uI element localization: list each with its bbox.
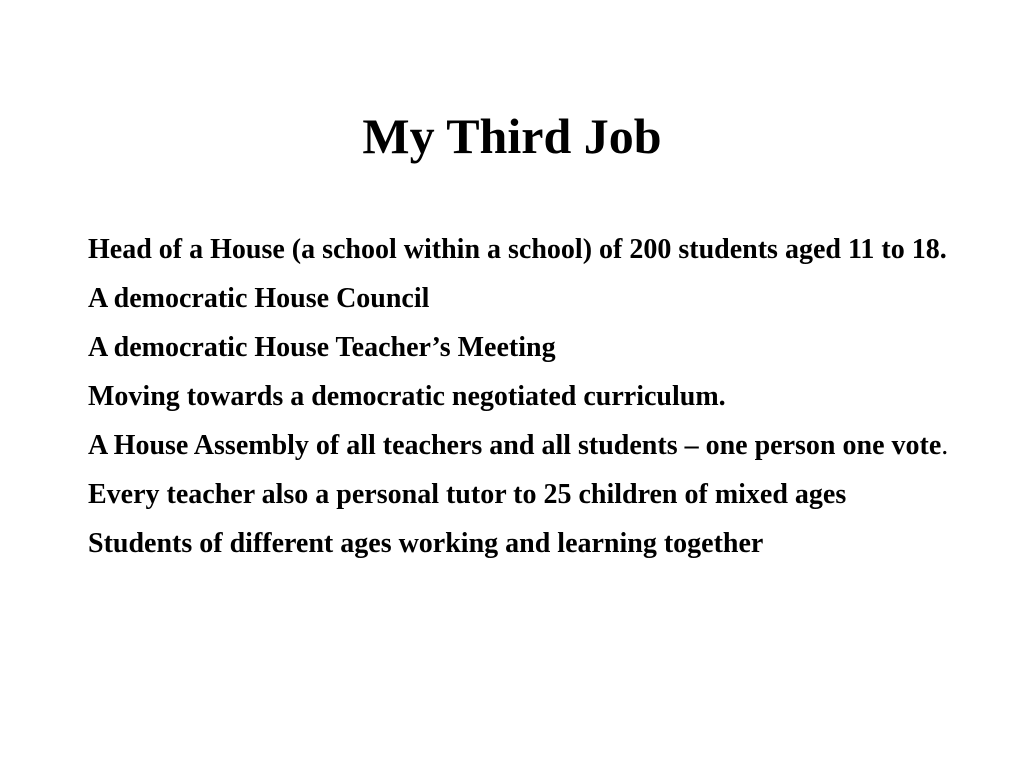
- bullet-item: [88, 377, 968, 417]
- bullet-item: [88, 475, 968, 515]
- bullet-item: [88, 426, 968, 466]
- bullet-item: [88, 230, 968, 270]
- bullet-text: Moving towards a democratic negotiated curriculum.: [88, 381, 726, 412]
- bullet-item: [88, 524, 968, 564]
- bullet-item: [88, 328, 968, 368]
- bullet-period: .: [941, 430, 949, 461]
- bullet-text: Every teacher also a personal tutor to 25 children of mixed ages: [88, 479, 847, 510]
- bullet-item: [88, 279, 968, 319]
- bullet-text: A democratic House Teacher’s Meeting: [88, 332, 556, 363]
- bullet-text: Head of a House (a school within a school) of 200 students aged 11 to 18.: [88, 234, 947, 265]
- bullet-text: Students of different ages working and learning together: [88, 528, 764, 559]
- bullet-list: [88, 230, 968, 573]
- bullet-text: A House Assembly of all teachers and all students – one person one vote: [88, 430, 942, 461]
- bullet-text: A democratic House Council: [88, 283, 430, 314]
- slide-title: My Third Job: [362, 108, 662, 164]
